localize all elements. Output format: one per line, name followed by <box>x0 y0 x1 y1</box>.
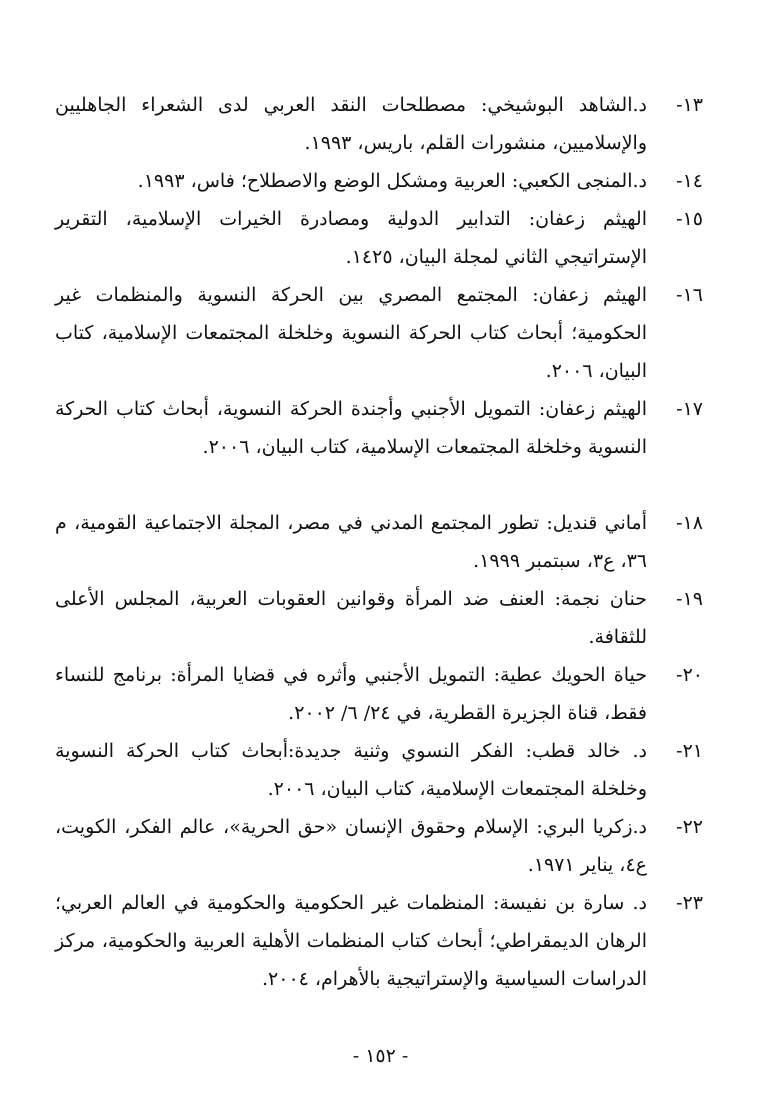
reference-number: ١٤- <box>676 170 703 192</box>
reference-number: ٢٢- <box>676 816 703 838</box>
page-number: - ١٥٢ - <box>352 1045 409 1067</box>
reference-item <box>55 884 703 998</box>
reference-item <box>55 86 703 162</box>
reference-item <box>55 390 703 466</box>
reference-number: ١٩- <box>676 588 703 610</box>
reference-number: ١٥- <box>676 208 703 230</box>
reference-number: ٢٣- <box>676 892 703 914</box>
reference-text: الهيثم زعفان: التدابير الدولية ومصادرة الخيرات الإسلامية، التقرير الإستراتيجي الثاني لمجلة البيان، ١٤٢٥. <box>55 208 647 268</box>
reference-text: الهيثم زعفان: المجتمع المصري بين الحركة النسوية والمنظمات غير الحكومية؛ أبحاث كتاب الحركة النسوية وخلخلة المجتمعات الإسلامية، كتاب البيان، ٢٠٠٦. <box>55 284 647 382</box>
reference-item <box>55 656 703 732</box>
reference-text: د.المنجى الكعبي: العربية ومشكل الوضع والاصطلاح؛ فاس، ١٩٩٣. <box>137 170 647 192</box>
reference-item <box>55 504 703 580</box>
reference-number: ٢١- <box>676 740 703 762</box>
reference-number: ١٧- <box>676 398 703 420</box>
reference-text: حنان نجمة: العنف ضد المرأة وقوانين العقوبات العربية، المجلس الأعلى للثقافة. <box>55 588 647 648</box>
reference-text: د.زكريا البري: الإسلام وحقوق الإنسان «حق الحرية»، عالم الفكر، الكويت، ع٤، يناير ١٩٧١. <box>55 816 647 876</box>
reference-number: ١٨- <box>676 512 703 534</box>
reference-text: د. سارة بن نفيسة: المنظمات غير الحكومية والحكومية في العالم العربي؛ الرهان الديمقراطي؛ أبحاث كتاب المنظمات الأهلية العربية والحكومية، مركز الدراسات السياسية والإستراتيجية بالأهرام، ٢٠٠٤. <box>55 892 647 990</box>
reference-item <box>55 200 703 276</box>
reference-item <box>55 732 703 808</box>
reference-number: ٢٠- <box>676 664 703 686</box>
reference-list <box>55 86 703 998</box>
reference-number: ١٦- <box>676 284 703 306</box>
reference-text: د.الشاهد البوشيخي: مصطلحات النقد العربي لدى الشعراء الجاهليين والإسلاميين، منشورات القلم، باريس، ١٩٩٣. <box>55 94 647 154</box>
reference-text: حياة الحويك عطية: التمويل الأجنبي وأثره في قضايا المرأة: برنامج للنساء فقط، قناة الجزيرة القطرية، في ٢٤/ ٦/ ٢٠٠٢. <box>55 664 647 724</box>
reference-item <box>55 162 703 200</box>
reference-text: أماني قنديل: تطور المجتمع المدني في مصر، المجلة الاجتماعية القومية، م ٣٦، ع٣، سبتمبر ١٩٩٩. <box>55 512 647 572</box>
reference-text: الهيثم زعفان: التمويل الأجنبي وأجندة الحركة النسوية، أبحاث كتاب الحركة النسوية وخلخلة المجتمعات الإسلامية، كتاب البيان، ٢٠٠٦. <box>55 398 647 458</box>
reference-item <box>55 580 703 656</box>
reference-number: ١٣- <box>676 94 703 116</box>
reference-item <box>55 808 703 884</box>
reference-text: د. خالد قطب: الفكر النسوي وثنية جديدة:أبحاث كتاب الحركة النسوية وخلخلة المجتمعات الإسلامية، كتاب البيان، ٢٠٠٦. <box>55 740 647 800</box>
reference-item <box>55 276 703 390</box>
